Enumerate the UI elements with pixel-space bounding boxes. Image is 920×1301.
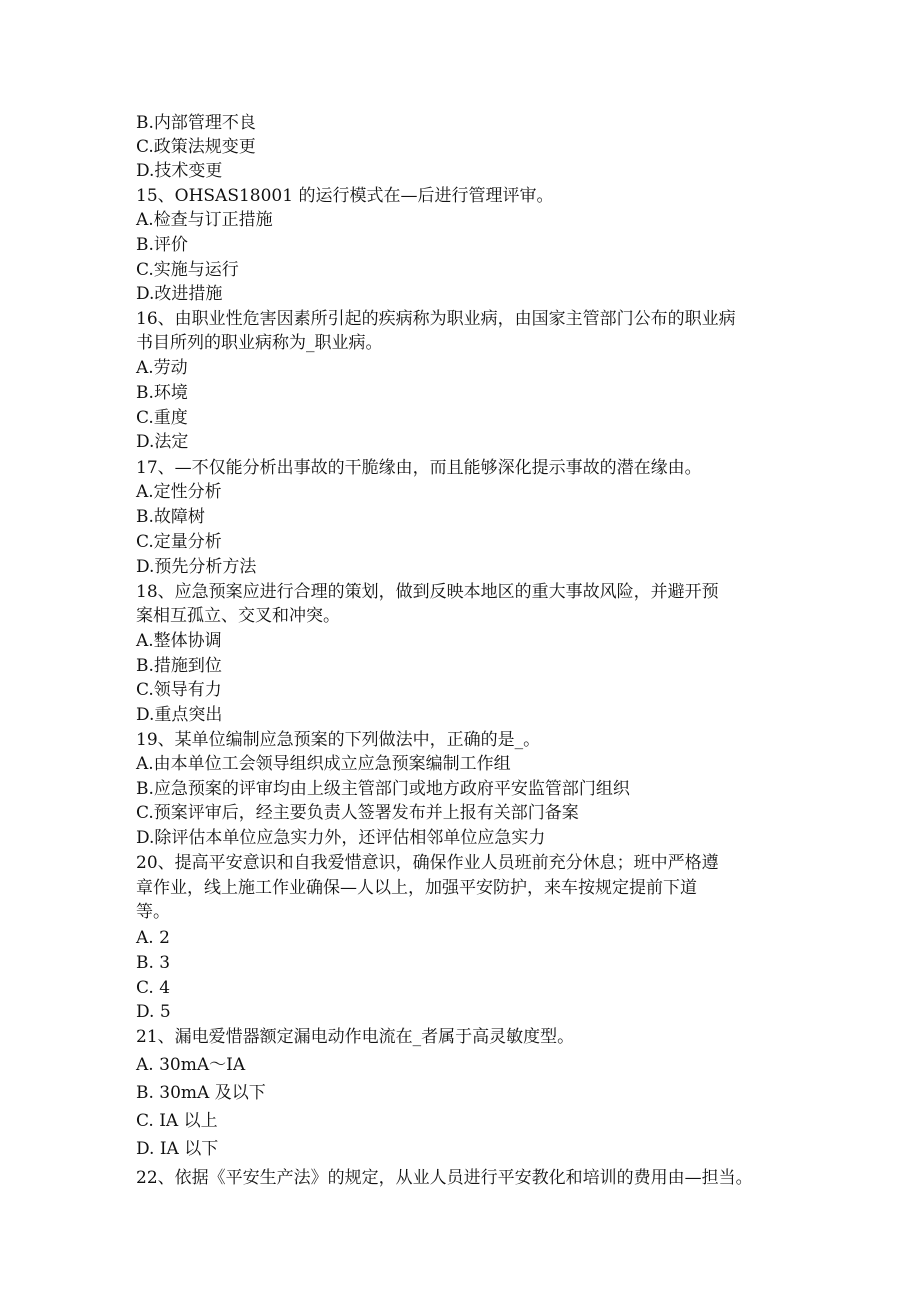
option-19a: A.由本单位工会领导组织成立应急预案编制工作组 [136,754,511,774]
option-16a: A.劳动 [136,358,188,378]
option-19d: D.除评估本单位应急实力外，还评估相邻单位应急实力 [136,828,546,848]
option-15c: C.实施与运行 [136,260,239,280]
option-21c: C. IA 以上 [136,1111,218,1131]
option-16b: B.环境 [136,383,188,403]
option-18a: A.整体协调 [136,631,222,651]
option-20b: B. 3 [136,953,171,973]
question-15: 15、OHSAS18001 的运行模式在—后进行管理评审。 [136,186,554,206]
option-21a: A. 30mA～IA [136,1055,246,1075]
option-18d: D.重点突出 [136,705,223,725]
option-20d: D. 5 [136,1002,171,1022]
question-19: 19、某单位编制应急预案的下列做法中，正确的是_。 [136,730,541,750]
option-18b: B.措施到位 [136,656,222,676]
question-21: 21、漏电爱惜器额定漏电动作电流在_者属于高灵敏度型。 [136,1027,575,1047]
question-16-line-1: 16、由职业性危害因素所引起的疾病称为职业病，由国家主管部门公布的职业病 [136,309,736,329]
option-20c: C. 4 [136,978,171,998]
question-20-line-1: 20、提高平安意识和自我爱惜意识，确保作业人员班前充分休息；班中严格遵 [136,853,719,873]
option-21b: B. 30mA 及以下 [136,1083,266,1103]
question-20-line-2: 章作业，线上施工作业确保—人以上，加强平安防护，来车按规定提前下道 [136,878,697,898]
question-18-line-2: 案相互孤立、交叉和冲突。 [136,606,340,626]
question-20-line-3: 等。 [136,902,170,922]
option-20a: A. 2 [136,928,170,948]
option-16d: D.法定 [136,432,189,452]
option-15d: D.改进措施 [136,284,223,304]
option-14c: C.政策法规变更 [136,137,256,157]
option-19c: C.预案评审后，经主要负责人签署发布并上报有关部门备案 [136,803,579,823]
option-21d: D. IA 以下 [136,1139,219,1159]
option-19b: B.应急预案的评审均由上级主管部门或地方政府平安监管部门组织 [136,779,630,799]
question-22: 22、依据《平安生产法》的规定，从业人员进行平安教化和培训的费用由—担当。 [136,1168,753,1188]
question-18-line-1: 18、应急预案应进行合理的策划，做到反映本地区的重大事故风险，并避开预 [136,582,719,602]
option-14b: B.内部管理不良 [136,113,256,133]
option-17a: A.定性分析 [136,482,222,502]
option-17d: D.预先分析方法 [136,557,257,577]
option-16c: C.重度 [136,408,188,428]
question-17: 17、—不仅能分析出事故的干脆缘由，而且能够深化提示事故的潜在缘由。 [136,458,702,478]
option-14d: D.技术变更 [136,161,223,181]
question-16-line-2: 书目所列的职业病称为_职业病。 [136,333,383,353]
option-15b: B.评价 [136,235,188,255]
option-17b: B.故障树 [136,507,205,527]
option-18c: C.领导有力 [136,680,222,700]
option-17c: C.定量分析 [136,532,222,552]
option-15a: A.检查与订正措施 [136,210,273,230]
